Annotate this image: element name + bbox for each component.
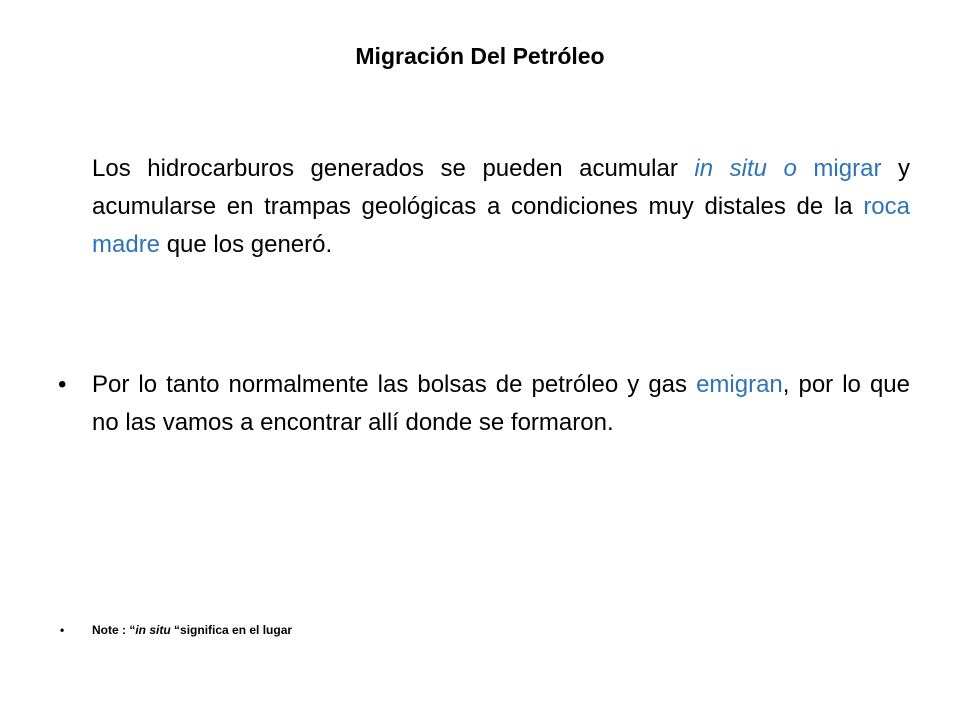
highlight-in-situ-migrar: in situ o migrar <box>694 155 882 182</box>
paragraph-migration <box>92 150 910 264</box>
paragraph-2-text-c: , por lo que no las vamos a encontrar allí donde se formaron. <box>92 371 910 436</box>
in-situ-o-italic: in situ o <box>694 155 797 182</box>
bullet-point: • <box>58 371 67 398</box>
paragraph-emigran <box>92 366 910 442</box>
note-prefix: Note : “ <box>92 623 136 637</box>
highlight-roca-madre: roca madre <box>92 193 910 258</box>
paragraph-2-text-a: Por lo tanto normalmente las bolsas de petróleo y gas <box>92 371 697 398</box>
slide-title: Migración Del Petróleo <box>355 43 605 69</box>
paragraph-1-text-c: y acumularse en trampas geológicas a condiciones muy distales de la <box>92 155 911 220</box>
note-text <box>92 622 292 638</box>
note-term: in situ <box>135 623 171 637</box>
note-bullet-point: • <box>60 623 65 637</box>
paragraph-1-text-a: Los hidrocarburos generados se pueden acumular <box>92 155 695 182</box>
paragraph-1-text-e: que los generó. <box>160 231 333 258</box>
note-suffix: “significa en el lugar <box>170 623 293 637</box>
highlight-emigran: emigran <box>696 371 783 398</box>
